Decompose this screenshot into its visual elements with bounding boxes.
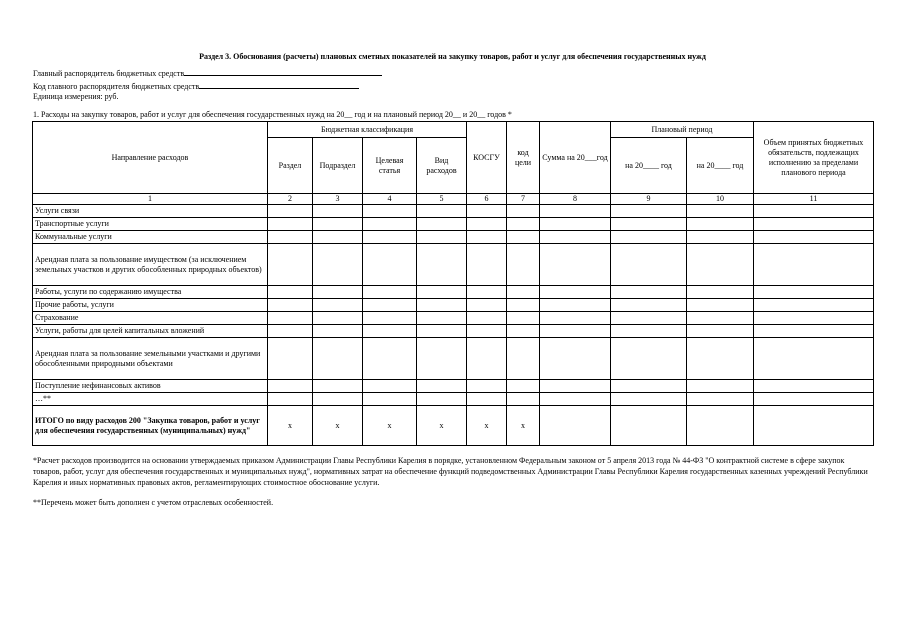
table-row <box>33 205 874 218</box>
table-cell[interactable] <box>687 286 754 299</box>
unit-label: Единица измерения: руб. <box>33 92 119 101</box>
table-cell[interactable] <box>540 393 611 406</box>
table-cell[interactable] <box>754 286 874 299</box>
table-cell[interactable] <box>363 312 417 325</box>
table-cell[interactable] <box>417 218 467 231</box>
table-cell[interactable] <box>611 299 687 312</box>
table-cell[interactable] <box>363 299 417 312</box>
table-cell[interactable] <box>754 338 874 380</box>
table-cell[interactable] <box>467 325 507 338</box>
table-cell[interactable] <box>268 338 313 380</box>
table-row <box>33 338 874 380</box>
table-cell[interactable] <box>363 338 417 380</box>
table-cell[interactable] <box>540 231 611 244</box>
table-cell[interactable] <box>467 231 507 244</box>
col-obligations-header: Объем принятых бюджетных обязательств, подлежащих исполнению за пределами планового периода <box>754 122 874 194</box>
table-cell[interactable] <box>417 380 467 393</box>
table-cell[interactable] <box>417 299 467 312</box>
table-cell[interactable] <box>754 218 874 231</box>
table-cell[interactable] <box>313 218 363 231</box>
table-cell[interactable] <box>754 393 874 406</box>
table-row <box>33 299 874 312</box>
table-cell[interactable] <box>611 231 687 244</box>
total-mark: х <box>467 406 507 446</box>
col-number: 1 <box>33 194 268 205</box>
table-cell[interactable] <box>611 312 687 325</box>
table-cell[interactable] <box>268 286 313 299</box>
main-manager-code-line <box>33 80 359 92</box>
col-number: 11 <box>754 194 874 205</box>
col-number: 8 <box>540 194 611 205</box>
col-number: 10 <box>687 194 754 205</box>
table-cell[interactable] <box>467 218 507 231</box>
table-cell[interactable] <box>611 338 687 380</box>
total-mark: х <box>363 406 417 446</box>
col-kosgu-header: КОСГУ <box>467 122 507 194</box>
table-cell[interactable] <box>507 205 540 218</box>
table-cell[interactable] <box>687 325 754 338</box>
footnotes <box>33 455 873 508</box>
table-cell[interactable] <box>540 312 611 325</box>
col-plan-2-header: на 20____ год <box>687 138 754 194</box>
row-label: Арендная плата за пользование земельными участками и другими обособленными природными объектами <box>33 338 268 380</box>
col-number: 7 <box>507 194 540 205</box>
row-label: Страхование <box>33 312 268 325</box>
table-cell[interactable] <box>363 325 417 338</box>
row-label: Поступление нефинансовых активов <box>33 380 268 393</box>
table-cell[interactable] <box>687 218 754 231</box>
table-cell[interactable] <box>687 338 754 380</box>
footnote-2: **Перечень может быть дополнен с учетом отраслевых особенностей. <box>33 498 274 507</box>
col-number: 5 <box>417 194 467 205</box>
expenses-table <box>32 121 874 446</box>
row-label: Коммунальные услуги <box>33 231 268 244</box>
table-cell[interactable] <box>507 218 540 231</box>
table-cell[interactable] <box>754 244 874 286</box>
table-cell[interactable] <box>540 205 611 218</box>
total-mark: х <box>268 406 313 446</box>
row-label: Арендная плата за пользование имуществом (за исключением земельных участков и других обособленных природных объектов) <box>33 244 268 286</box>
total-mark: х <box>313 406 363 446</box>
table-cell[interactable] <box>611 380 687 393</box>
table-cell[interactable] <box>268 380 313 393</box>
table-cell[interactable] <box>754 325 874 338</box>
total-cell[interactable] <box>754 406 874 446</box>
table-cell[interactable] <box>467 380 507 393</box>
table-cell[interactable] <box>507 380 540 393</box>
col-vid-header: Вид расходов <box>417 138 467 194</box>
table-cell[interactable] <box>540 338 611 380</box>
table-cell[interactable] <box>754 380 874 393</box>
table-cell[interactable] <box>507 325 540 338</box>
col-goal-code-header: код цели <box>507 122 540 194</box>
table-cell[interactable] <box>507 299 540 312</box>
table-cell[interactable] <box>611 244 687 286</box>
table-cell[interactable] <box>467 205 507 218</box>
table-row <box>33 325 874 338</box>
table-cell[interactable] <box>268 231 313 244</box>
table-cell[interactable] <box>313 205 363 218</box>
col-budget-class-header: Бюджетная классификация <box>268 122 467 138</box>
table-cell[interactable] <box>467 244 507 286</box>
col-number: 2 <box>268 194 313 205</box>
table-cell[interactable] <box>268 393 313 406</box>
table-cell[interactable] <box>611 325 687 338</box>
table-body <box>33 205 874 406</box>
table-row <box>33 218 874 231</box>
row-label: Работы, услуги по содержанию имущества <box>33 286 268 299</box>
table-cell[interactable] <box>467 393 507 406</box>
table-cell[interactable] <box>313 380 363 393</box>
table-cell[interactable] <box>687 205 754 218</box>
table-cell[interactable] <box>754 299 874 312</box>
table-cell[interactable] <box>540 380 611 393</box>
table-cell[interactable] <box>268 312 313 325</box>
table-cell[interactable] <box>687 312 754 325</box>
col-razdel-header: Раздел <box>268 138 313 194</box>
col-podrazdel-header: Подраздел <box>313 138 363 194</box>
section-title: Раздел 3. Обоснования (расчеты) плановых сметных показателей на закупку товаров, работ и услуг для обеспечения государственных нужд <box>199 52 706 61</box>
table-cell[interactable] <box>754 312 874 325</box>
table-cell[interactable] <box>313 299 363 312</box>
col-number: 6 <box>467 194 507 205</box>
table-cell[interactable] <box>540 218 611 231</box>
table-cell[interactable] <box>268 244 313 286</box>
table-cell[interactable] <box>363 231 417 244</box>
row-label: Услуги связи <box>33 205 268 218</box>
table-row <box>33 312 874 325</box>
col-plan-period-header: Плановый период <box>611 122 754 138</box>
table-cell[interactable] <box>313 325 363 338</box>
table-cell[interactable] <box>313 286 363 299</box>
total-cell[interactable] <box>687 406 754 446</box>
table-cell[interactable] <box>687 299 754 312</box>
col-number: 9 <box>611 194 687 205</box>
table-cell[interactable] <box>507 286 540 299</box>
main-manager-label: Главный распорядитель бюджетных средств <box>33 69 185 78</box>
table-cell[interactable] <box>467 299 507 312</box>
table-cell[interactable] <box>611 205 687 218</box>
table-row <box>33 393 874 406</box>
section-1-title: 1. Расходы на закупку товаров, работ и услуг для обеспечения государственных нужд на 20__ год и на плановый период 20__ и 20__ годов * <box>33 110 512 119</box>
table-cell[interactable] <box>313 244 363 286</box>
table-cell[interactable] <box>417 205 467 218</box>
footnote-1: *Расчет расходов производится на основании утверждаемых приказом Администрации Главы Республики Карелия в порядке, установленном Федеральным законом от 5 апреля 2013 года № 44-ФЗ "О контрактной системе в сфере закупок товаров, работ, услуг для обеспечения государственных и муниципальных нужд", нормативных затрат на обеспечение функций подведомственных Администрации Главы Республики Карелия государственных казенных учреждений Республики Карелия и иных нормативных правовых актов, регламентирующих стоимостное обоснование услуги. <box>33 456 868 487</box>
table-cell[interactable] <box>754 231 874 244</box>
table-cell[interactable] <box>611 218 687 231</box>
row-label: Транспортные услуги <box>33 218 268 231</box>
table-cell[interactable] <box>687 380 754 393</box>
table-cell[interactable] <box>687 231 754 244</box>
table-cell[interactable] <box>417 312 467 325</box>
table-cell[interactable] <box>417 244 467 286</box>
table-cell[interactable] <box>507 231 540 244</box>
table-row <box>33 244 874 286</box>
table-cell[interactable] <box>540 299 611 312</box>
table-cell[interactable] <box>313 338 363 380</box>
col-sum-header: Сумма на 20___год <box>540 122 611 194</box>
table-cell[interactable] <box>363 393 417 406</box>
table-cell[interactable] <box>363 244 417 286</box>
table-cell[interactable] <box>313 393 363 406</box>
total-mark: х <box>507 406 540 446</box>
total-mark: х <box>417 406 467 446</box>
table-cell[interactable] <box>611 286 687 299</box>
table-cell[interactable] <box>687 393 754 406</box>
table-cell[interactable] <box>363 286 417 299</box>
table-cell[interactable] <box>611 393 687 406</box>
table-cell[interactable] <box>507 312 540 325</box>
col-plan-1-header: на 20____ год <box>611 138 687 194</box>
table-cell[interactable] <box>363 380 417 393</box>
table-cell[interactable] <box>507 393 540 406</box>
table-cell[interactable] <box>754 205 874 218</box>
table-cell[interactable] <box>507 244 540 286</box>
table-cell[interactable] <box>417 325 467 338</box>
table-row <box>33 231 874 244</box>
main-manager-field[interactable] <box>184 67 382 76</box>
table-cell[interactable] <box>313 231 363 244</box>
main-manager-code-label: Код главного распорядителя бюджетных средств <box>33 82 200 91</box>
table-cell[interactable] <box>268 205 313 218</box>
table-cell[interactable] <box>687 244 754 286</box>
table-cell[interactable] <box>467 338 507 380</box>
table-cell[interactable] <box>467 286 507 299</box>
table-cell[interactable] <box>417 338 467 380</box>
table-cell[interactable] <box>268 299 313 312</box>
total-row <box>33 406 874 446</box>
row-label: Услуги, работы для целей капитальных вложений <box>33 325 268 338</box>
table-cell[interactable] <box>417 231 467 244</box>
table-cell[interactable] <box>540 286 611 299</box>
main-manager-code-field[interactable] <box>199 80 359 89</box>
col-number: 3 <box>313 194 363 205</box>
main-manager-line <box>33 67 382 79</box>
table-row <box>33 286 874 299</box>
total-cell[interactable] <box>540 406 611 446</box>
table-cell[interactable] <box>417 393 467 406</box>
table-row <box>33 380 874 393</box>
table-cell[interactable] <box>467 312 507 325</box>
table-cell[interactable] <box>540 325 611 338</box>
col-target-header: Целевая статья <box>363 138 417 194</box>
col-number: 4 <box>363 194 417 205</box>
total-label: ИТОГО по виду расходов 200 "Закупка товаров, работ и услуг для обеспечения государственных (муниципальных) нужд" <box>33 406 268 446</box>
table-cell[interactable] <box>507 338 540 380</box>
table-cell[interactable] <box>540 244 611 286</box>
total-cell[interactable] <box>611 406 687 446</box>
table-cell[interactable] <box>268 325 313 338</box>
row-label: …** <box>33 393 268 406</box>
table-cell[interactable] <box>417 286 467 299</box>
row-label: Прочие работы, услуги <box>33 299 268 312</box>
table-cell[interactable] <box>313 312 363 325</box>
table-cell[interactable] <box>363 218 417 231</box>
col-direction-header: Направление расходов <box>33 122 268 194</box>
table-cell[interactable] <box>268 218 313 231</box>
table-cell[interactable] <box>363 205 417 218</box>
